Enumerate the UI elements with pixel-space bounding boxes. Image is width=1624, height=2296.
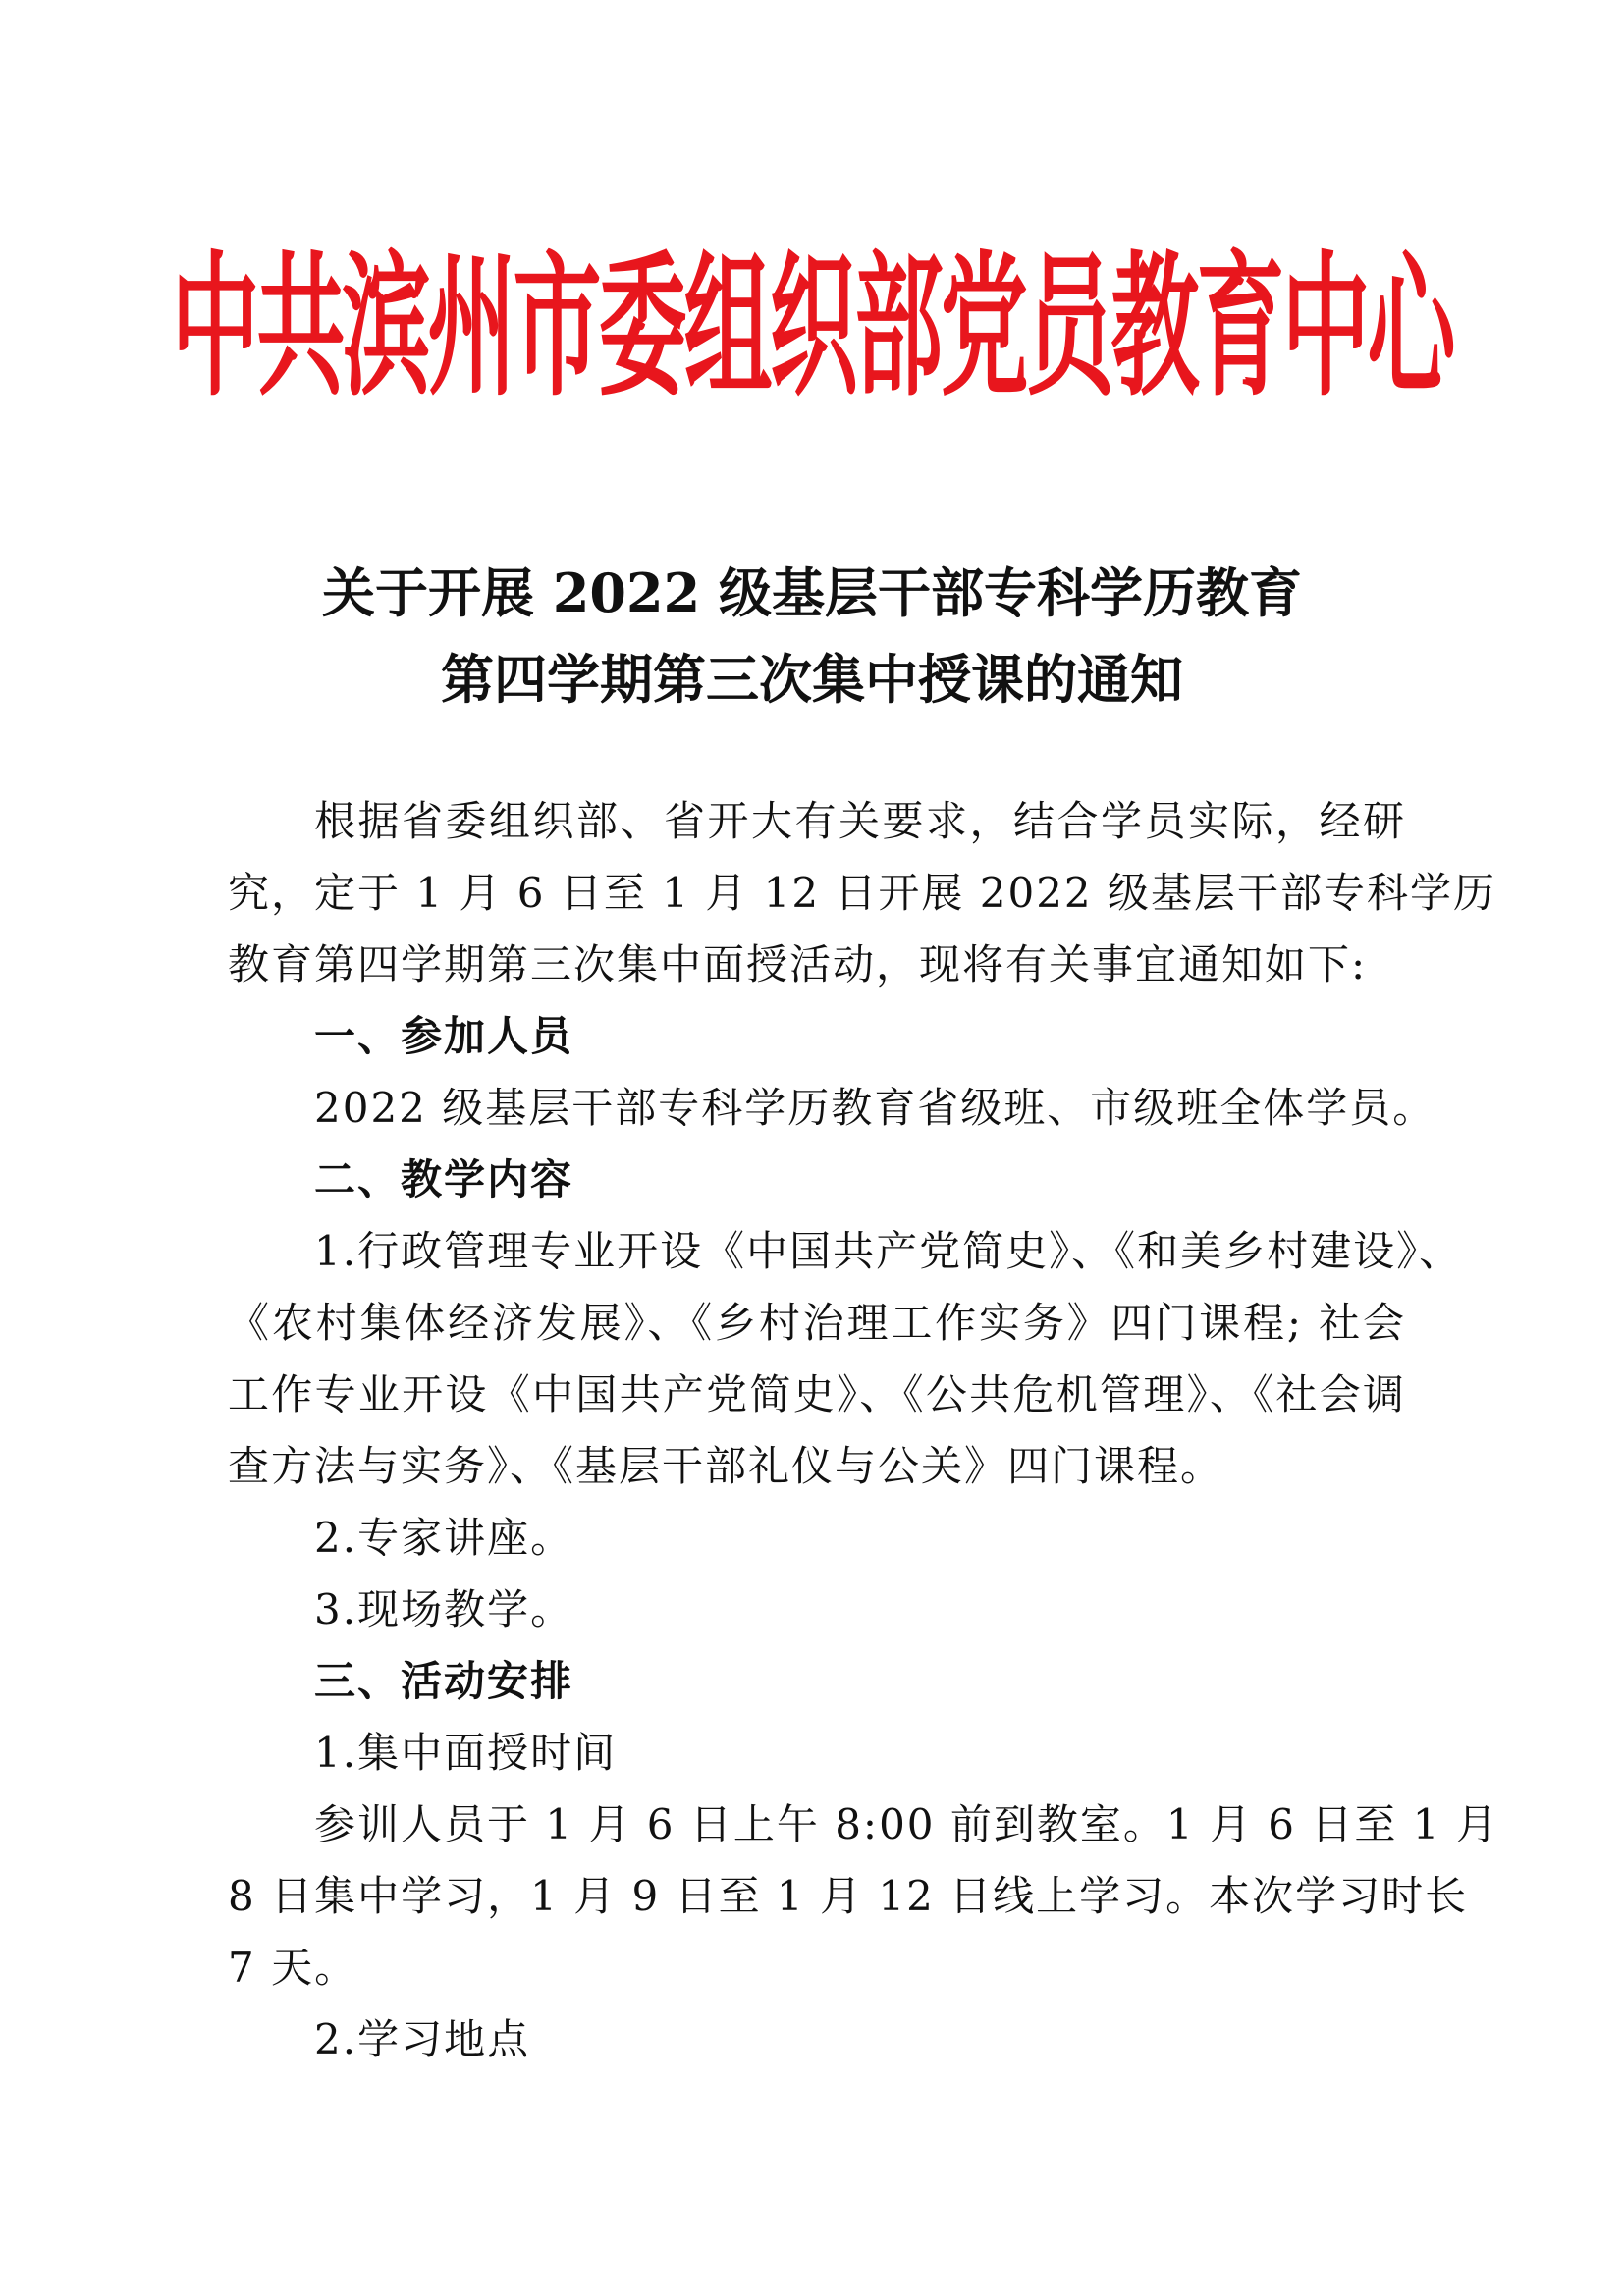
section-3-sub-1-heading: 1.集中面授时间	[314, 1729, 618, 1777]
masthead-title: 中共滨州市委组织部党员教育中心	[171, 238, 1453, 418]
section-3-heading: 三、活动安排	[314, 1657, 574, 1705]
masthead	[0, 226, 1624, 432]
section-3-sub-1-line-3: 7 天。	[228, 1944, 358, 1992]
section-2-item-1-line-3: 工作专业开设《中国共产党简史》、《公共危机管理》、《社会调	[228, 1370, 1406, 1418]
intro-line-1: 根据省委组织部、省开大有关要求，结合学员实际，经研	[314, 797, 1406, 845]
section-1-text: 2022 级基层干部专科学历教育省级班、市级班全体学员。	[314, 1084, 1436, 1132]
section-2-item-2: 2.专家讲座。	[314, 1514, 574, 1562]
section-2-heading: 二、教学内容	[314, 1155, 574, 1203]
section-1-heading: 一、参加人员	[314, 1012, 574, 1060]
section-2-item-1-line-1: 1.行政管理专业开设《中国共产党简史》、《和美乡村建设》、	[314, 1227, 1463, 1275]
section-2-item-3: 3.现场教学。	[314, 1585, 574, 1633]
notice-body	[228, 785, 1499, 2075]
notice-title-line-1: 关于开展 2022 级基层干部专科学历教育	[322, 561, 1302, 624]
section-2-item-1-line-4: 查方法与实务》、《基层干部礼仪与公关》四门课程。	[228, 1442, 1224, 1490]
section-3-sub-2-heading: 2.学习地点	[314, 2015, 531, 2063]
section-3-sub-1-line-1: 参训人员于 1 月 6 日上午 8:00 前到教室。1 月 6 日至 1 月	[314, 1800, 1499, 1848]
section-2-item-1-line-2: 《农村集体经济发展》、《乡村治理工作实务》四门课程; 社会	[228, 1299, 1406, 1347]
notice-title-line-2: 第四学期第三次集中授课的通知	[441, 648, 1183, 711]
intro-line-3: 教育第四学期第三次集中面授活动，现将有关事宜通知如下:	[228, 940, 1368, 988]
section-3-sub-1-line-2: 8 日集中学习，1 月 9 日至 1 月 12 日线上学习。本次学习时长	[228, 1872, 1469, 1920]
intro-line-2: 究，定于 1 月 6 日至 1 月 12 日开展 2022 级基层干部专科学历	[228, 869, 1497, 917]
